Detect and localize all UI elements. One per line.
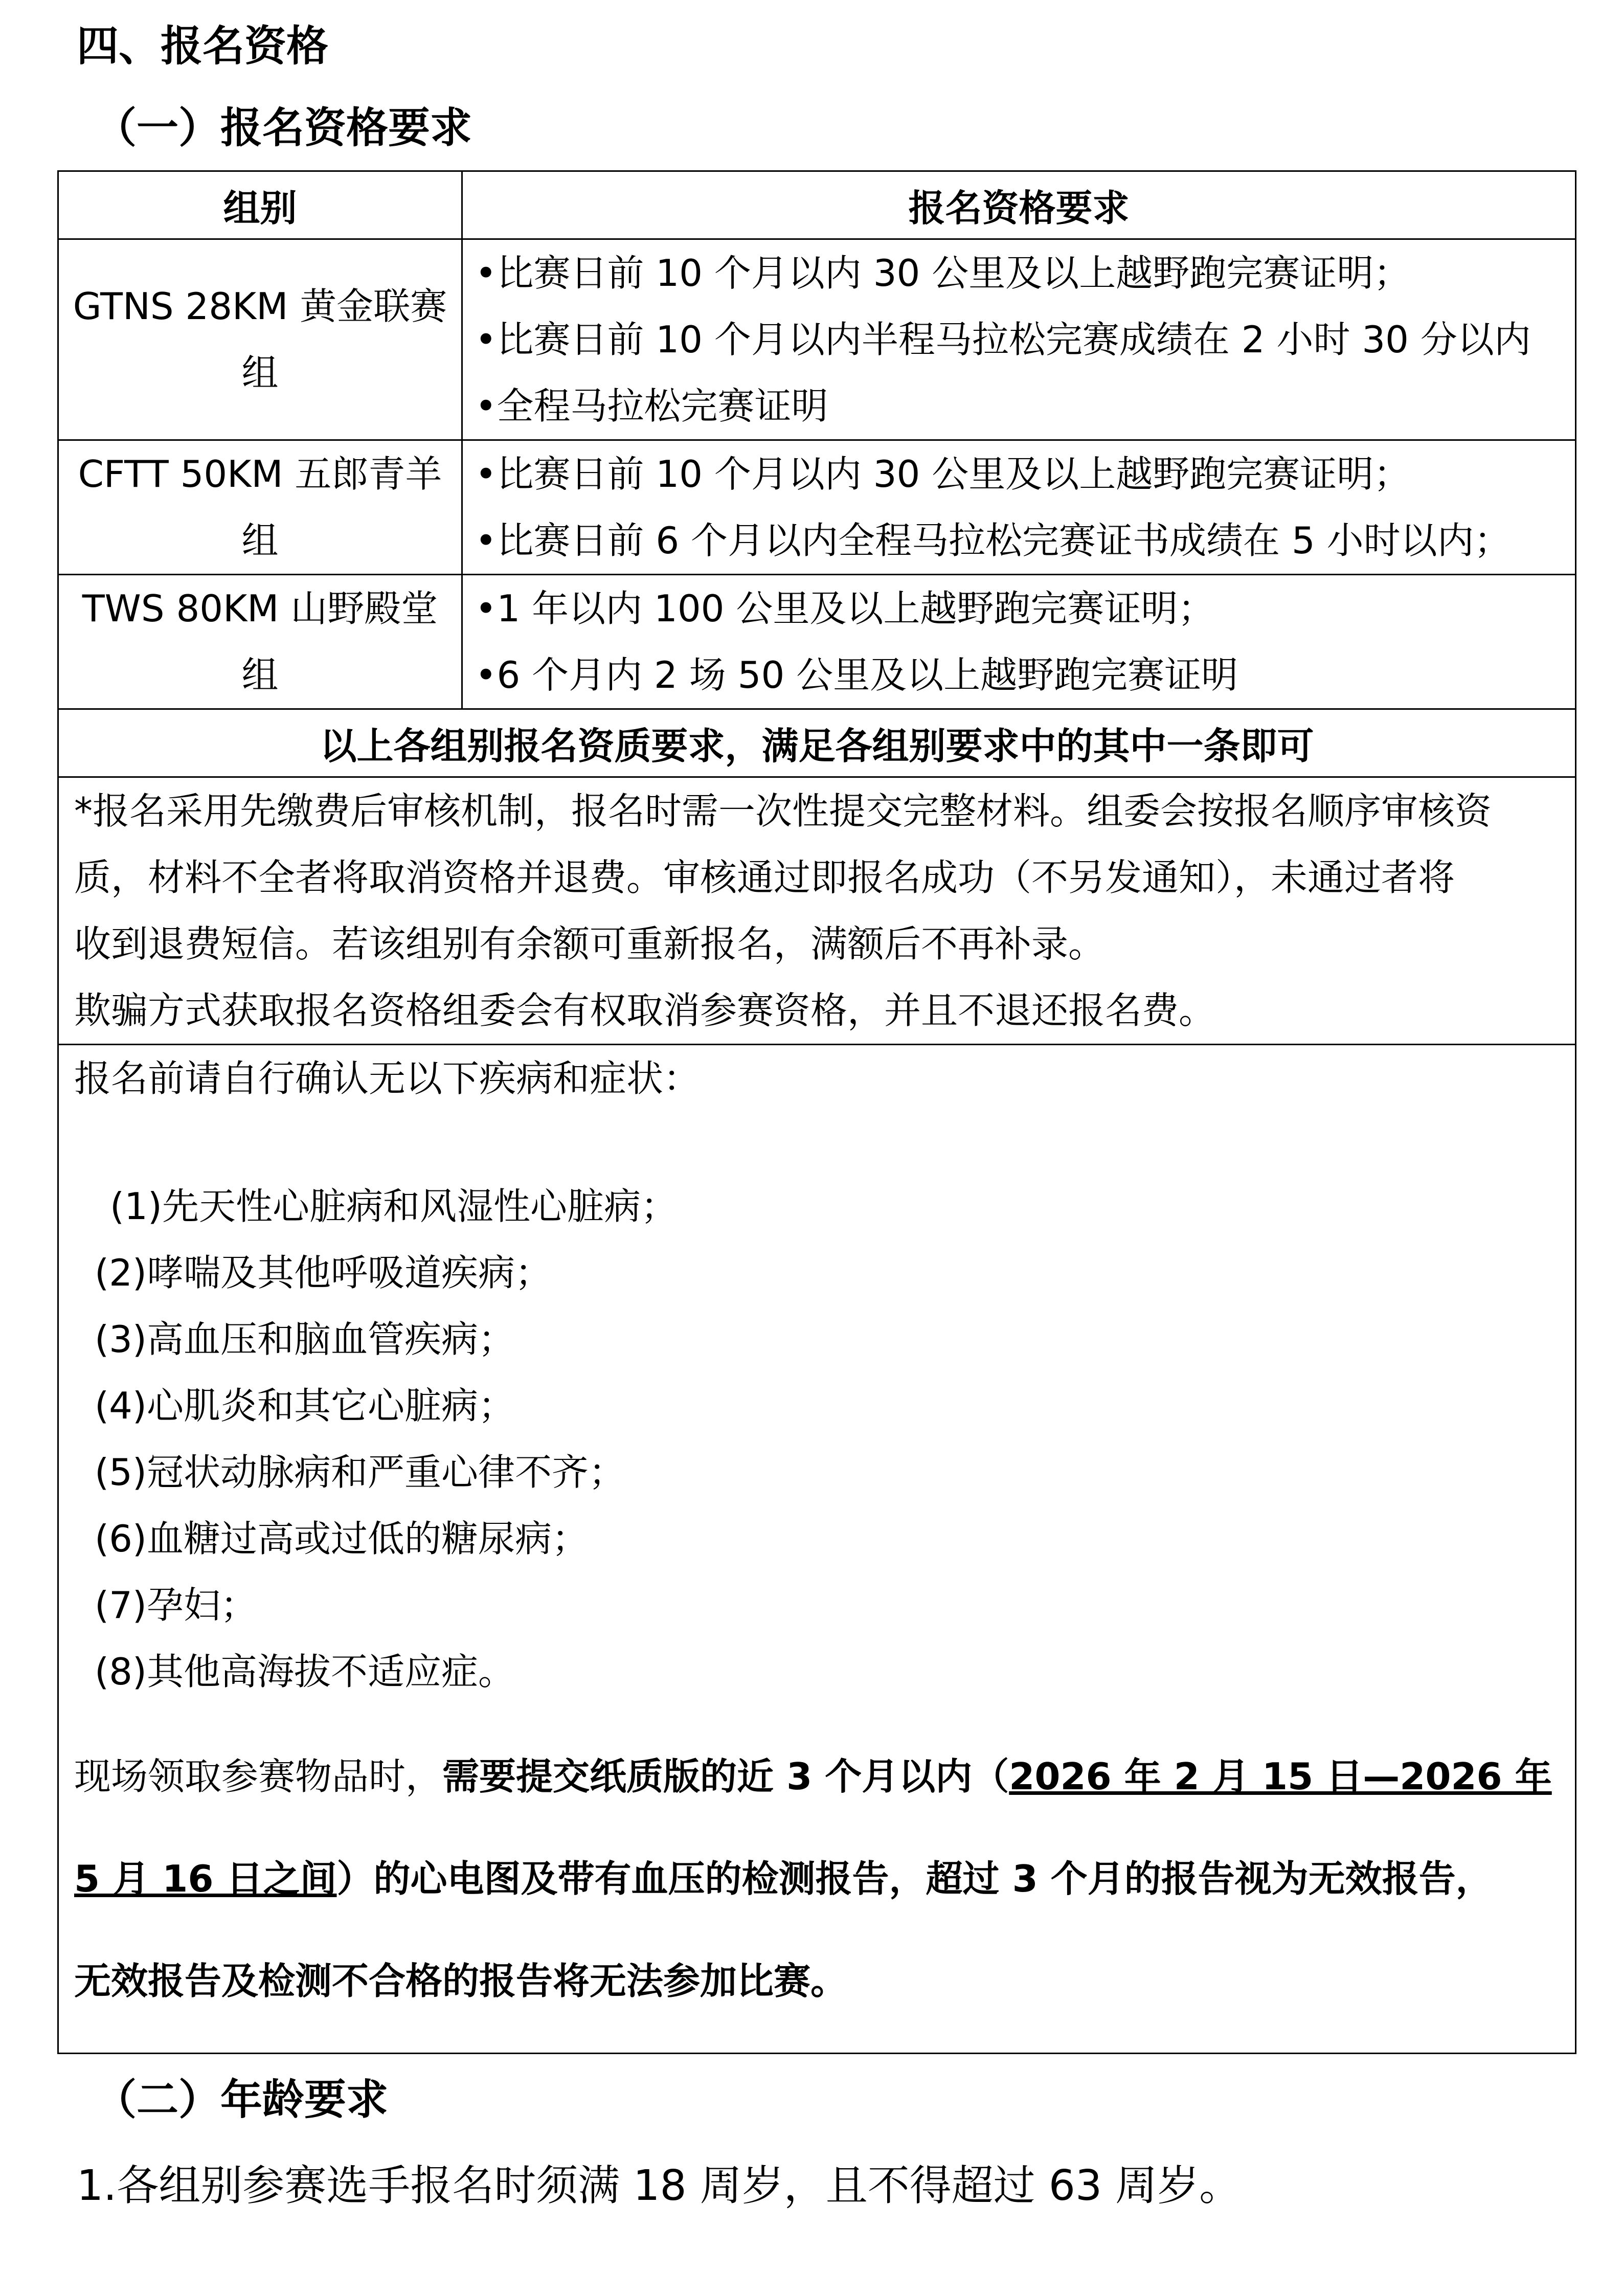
spacer	[74, 2032, 1560, 2053]
subsection-title-age: （二）年龄要求	[95, 2076, 389, 2124]
health-item: (2)哮喘及其他呼吸道疾病；	[95, 1251, 552, 1294]
health-item: (3)高血压和脑血管疾病；	[95, 1318, 515, 1361]
registration-rules	[58, 777, 1576, 1045]
group-name: TWS 80KM 山野殿堂组	[58, 575, 462, 709]
health-item: (6)血糖过高或过低的糖尿病；	[95, 1517, 589, 1560]
warning-bold-text: 需要提交纸质版的近 3 个月以内（	[442, 1755, 1009, 1798]
group-name: CFTT 50KM 五郎青羊组	[58, 440, 462, 575]
health-requirements	[58, 1045, 1576, 2054]
medical-report-warning-line3: 无效报告及检测不合格的报告将无法参加比赛。	[74, 1960, 848, 2002]
requirement-item: •比赛日前 6 个月以内全程马拉松完赛证书成绩在 5 小时以内；	[475, 519, 1511, 562]
requirement-item: •全程马拉松完赛证明	[475, 385, 828, 427]
warning-bold-text: ）的心电图及带有血压的检测报告，超过 3 个月的报告视为无效报告，	[336, 1857, 1493, 1900]
health-item: (4)心肌炎和其它心脏病；	[95, 1384, 515, 1427]
requirements-table	[57, 170, 1576, 2054]
medical-report-warning-line2	[74, 1828, 1560, 1930]
table-row	[58, 440, 1576, 575]
health-row	[58, 1045, 1576, 2054]
requirement-list	[462, 440, 1576, 575]
warning-date-range: 2026 年 2 月 15 日—2026 年	[1009, 1755, 1552, 1798]
group-name: GTNS 28KM 黄金联赛组	[58, 239, 462, 440]
medical-report-warning-line1	[74, 1725, 1560, 1828]
rules-line: 质，材料不全者将取消资格并退费。审核通过即报名成功（不另发通知），未通过者将	[74, 856, 1455, 899]
subsection-title-requirements: （一）报名资格要求	[95, 104, 472, 152]
health-intro: 报名前请自行确认无以下疾病和症状：	[74, 1057, 701, 1100]
requirement-item: •比赛日前 10 个月以内 30 公里及以上越野跑完赛证明；	[475, 453, 1411, 496]
table-row	[58, 575, 1576, 709]
section-title: 四、报名资格	[77, 22, 329, 71]
table-header-row	[58, 171, 1576, 239]
health-item: (5)冠状动脉病和严重心律不齐；	[95, 1451, 625, 1494]
requirement-item: •比赛日前 10 个月以内半程马拉松完赛成绩在 2 小时 30 分以内	[475, 318, 1531, 361]
health-item: (7)孕妇；	[95, 1584, 257, 1627]
header-group: 组别	[58, 171, 462, 239]
spacer	[74, 1112, 1560, 1173]
warning-text: 现场领取参赛物品时，	[74, 1755, 443, 1798]
rules-line: 欺骗方式获取报名资格组委会有权取消参赛资格，并且不退还报名费。	[74, 989, 1216, 1032]
header-requirements: 报名资格要求	[462, 171, 1576, 239]
health-item: (8)其他高海拔不适应症。	[95, 1650, 515, 1693]
table-row	[58, 239, 1576, 440]
requirement-list	[462, 575, 1576, 709]
age-requirement: 1.各组别参赛选手报名时须满 18 周岁，且不得超过 63 周岁。	[77, 2162, 1242, 2210]
requirement-item: •6 个月内 2 场 50 公里及以上越野跑完赛证明	[475, 654, 1238, 696]
rules-row	[58, 777, 1576, 1045]
requirement-item: •比赛日前 10 个月以内 30 公里及以上越野跑完赛证明；	[475, 252, 1411, 295]
qualification-note: 以上各组别报名资质要求，满足各组别要求中的其中一条即可	[58, 709, 1576, 777]
note-row	[58, 709, 1576, 777]
rules-line: *报名采用先缴费后审核机制，报名时需一次性提交完整材料。组委会按报名顺序审核资	[74, 790, 1492, 832]
requirement-item: •1 年以内 100 公里及以上越野跑完赛证明；	[475, 587, 1215, 630]
requirement-list	[462, 239, 1576, 440]
spacer	[74, 1705, 1560, 1725]
warning-date-range: 5 月 16 日之间	[74, 1857, 337, 1900]
rules-line: 收到退费短信。若该组别有余额可重新报名，满额后不再补录。	[74, 922, 1106, 965]
health-item: (1)先天性心脏病和风湿性心脏病；	[110, 1185, 678, 1228]
